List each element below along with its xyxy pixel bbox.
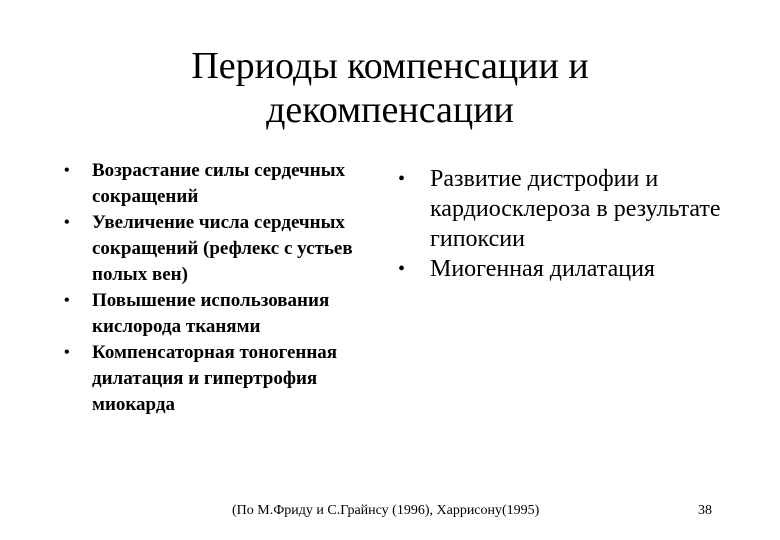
list-item bbox=[64, 340, 384, 418]
page-number: 38 bbox=[698, 503, 712, 518]
list-item-text: Развитие дистрофии и кардиосклероза в результате гипоксии bbox=[430, 166, 721, 252]
bullet-icon: • bbox=[64, 292, 70, 309]
list-item-text: Миогенная дилатация bbox=[430, 256, 655, 282]
compensation-list bbox=[64, 158, 384, 418]
list-item-text: Повышение использования кислорода тканями bbox=[92, 290, 330, 337]
citation-footer: (По М.Фриду и С.Грайнсу (1996), Харрисону(1995) bbox=[232, 503, 540, 518]
list-item bbox=[64, 210, 384, 288]
slide-title-line-1: Периоды компенсации и bbox=[191, 45, 589, 87]
slide-title-line-2: декомпенсации bbox=[266, 89, 514, 131]
list-item-text: Возрастание силы сердечных сокращений bbox=[92, 160, 346, 207]
bullet-icon: • bbox=[64, 162, 70, 179]
bullet-icon: • bbox=[64, 344, 70, 361]
list-item-text: Увеличение числа сердечных сокращений (рефлекс с устьев полых вен) bbox=[92, 212, 353, 285]
list-item bbox=[64, 288, 384, 340]
decompensation-list bbox=[398, 164, 728, 284]
list-item-text: Компенсаторная тоногенная дилатация и гипертрофия миокарда bbox=[92, 342, 338, 415]
list-item bbox=[64, 158, 384, 210]
bullet-icon: • bbox=[398, 168, 406, 190]
slide-title bbox=[60, 44, 720, 132]
list-item bbox=[398, 254, 728, 284]
bullet-icon: • bbox=[64, 214, 70, 231]
bullet-icon: • bbox=[398, 258, 406, 280]
list-item bbox=[398, 164, 728, 254]
